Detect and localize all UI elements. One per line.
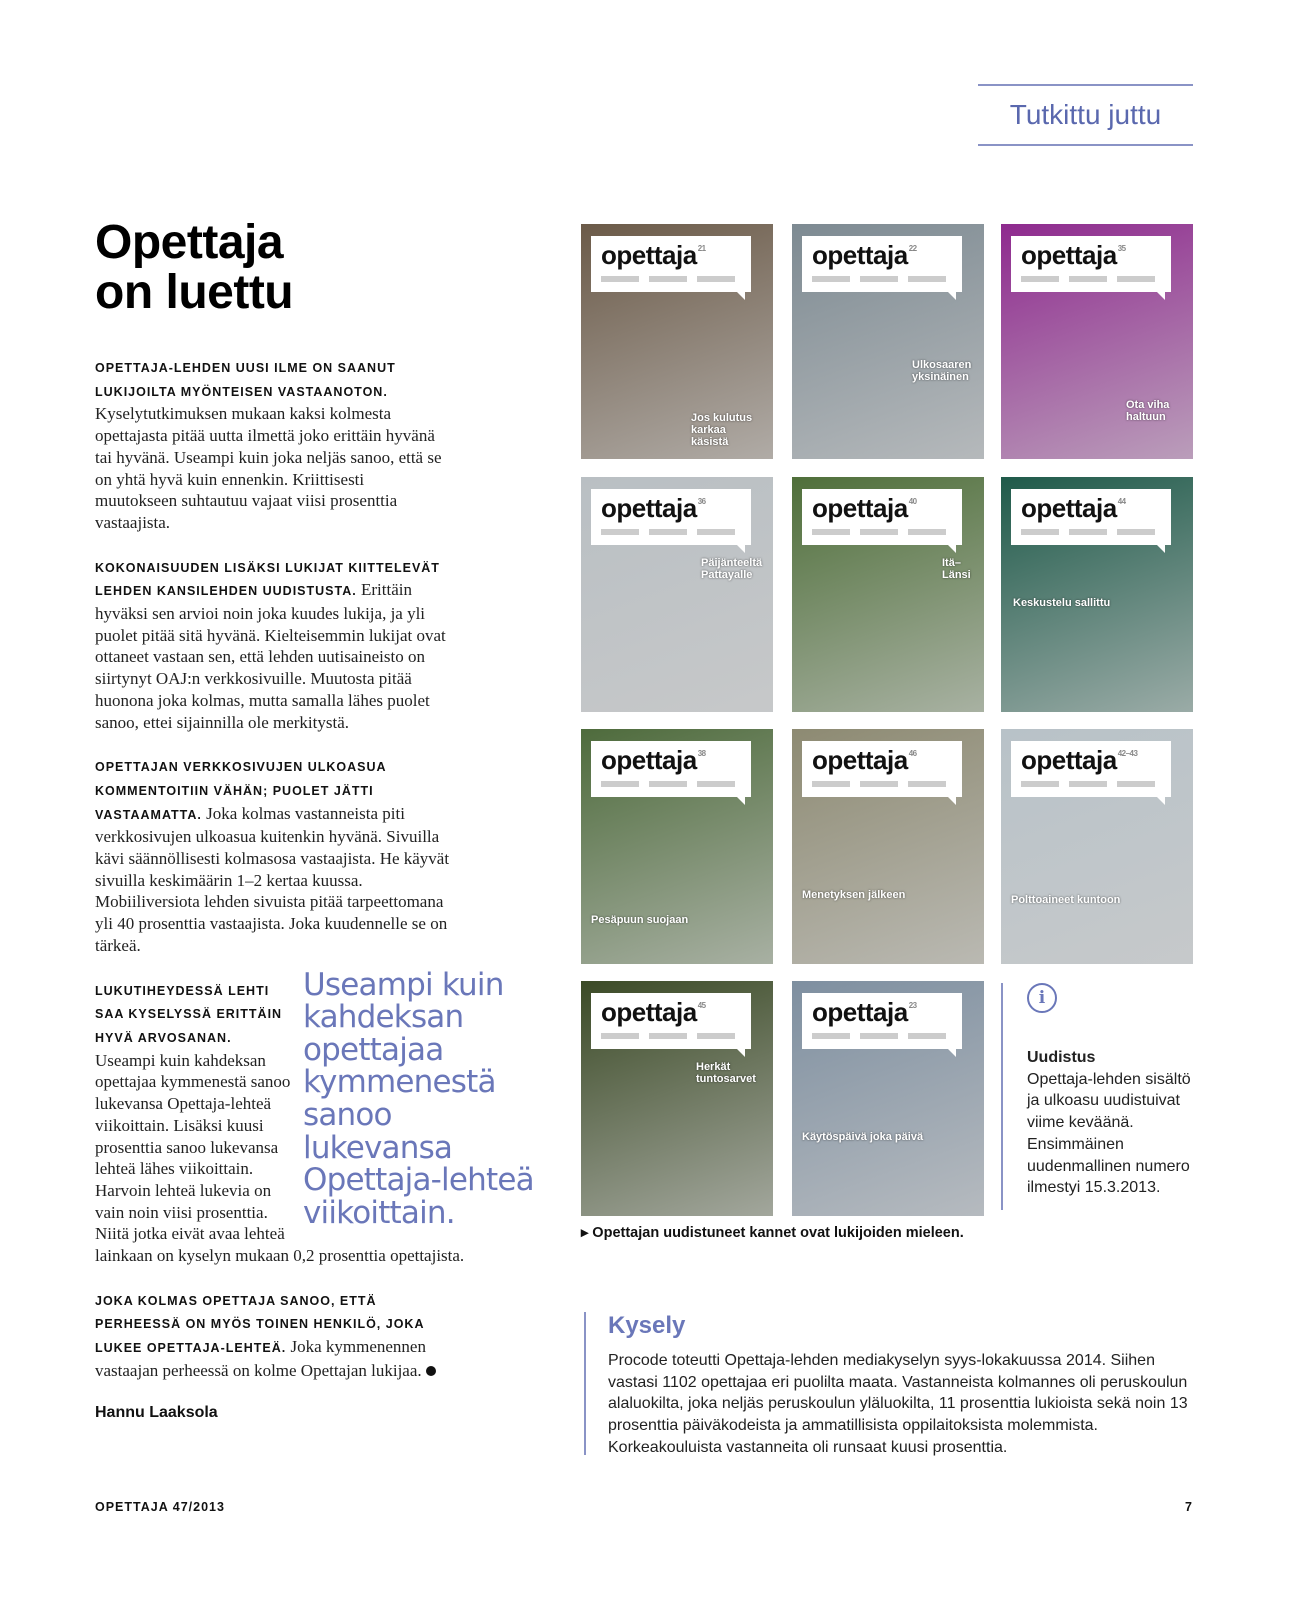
magazine-cover — [1001, 224, 1193, 459]
cover-masthead — [802, 741, 962, 797]
cover-masthead — [591, 741, 751, 797]
cover-masthead — [1011, 236, 1171, 292]
cover-logo: opettaja$^{23}$ — [812, 997, 917, 1027]
cover-teasers — [1021, 529, 1156, 535]
pull-quote: Useampi kuin kahdeksan opettajaa kymmenestä sanoo lukevansa Opettaja-lehteä viikoittain. — [303, 966, 534, 1231]
magazine-cover — [581, 729, 773, 964]
paragraph-text: Kyselytutkimuksen mukaan kaksi kolmesta opettajasta pitää uutta ilmettä joko erittäin hyvänä tai hyvänä. Useampi kuin joka neljäs sanoo, että se on yhtä hyvä kuin ennenkin. Kriittisesti muutokseen suhtautuu vajaat viisi prosenttia vastaajista. — [95, 404, 442, 532]
cover-teasers — [601, 276, 736, 282]
cover-headline: Päijänteeltä Pattayalle — [701, 557, 763, 581]
cover-headline: Herkät tuntosarvet — [696, 1061, 756, 1085]
cover-masthead — [1011, 489, 1171, 545]
cover-headline: Polttoaineet kuntoon — [1011, 894, 1121, 906]
cover-headline: Pesäpuun suojaan — [591, 914, 689, 926]
cover-logo: opettaja$^{21}$ — [601, 240, 706, 270]
paragraph — [95, 1289, 450, 1382]
survey-box-text: Procode toteutti Opettaja-lehden mediakyselyn syys-lokakuussa 2014. Siihen vastasi 1102 opettajaa eri puolilta maata. Vastanneista kolmannes oli peruskoulun alaluokilta, joka neljäs peruskoulun yläluokilta, 11 prosenttia lukioista sekä noin 13 prosenttia päiväkodeista ja ammatillisista oppilaitoksista molemmista. Korkeakouluista vastanneita oli runsaat kuusi prosenttia. — [608, 1352, 1188, 1456]
cover-masthead — [591, 993, 751, 1049]
survey-box-title: Kysely — [608, 1312, 686, 1339]
title-line: Opettaja — [95, 216, 284, 269]
info-box — [1001, 983, 1195, 1210]
end-mark-icon — [426, 1366, 436, 1376]
magazine-cover — [1001, 729, 1193, 964]
cover-teasers — [812, 1033, 947, 1039]
pullquote-section — [95, 966, 535, 1267]
cover-logo: opettaja$^{46}$ — [812, 745, 917, 775]
paragraph-lead: OPETTAJAN VERKKOSIVUJEN ULKOASUA KOMMENTOITIIN VÄHÄN; PUOLET JÄTTI VASTAAMATTA. — [95, 760, 387, 822]
cover-logo: opettaja$^{42-43}$ — [1021, 745, 1138, 775]
paragraph-lead: OPETTAJA-LEHDEN UUSI ILME ON SAANUT LUKIJOILTA MYÖNTEISEN VASTAANOTON. — [95, 361, 396, 399]
paragraph-lead: LUKUTIHEYDESSÄ LEHTI SAA KYSELYSSÄ ERITTÄIN HYVÄ ARVOSANAN. — [95, 983, 283, 1045]
cover-masthead — [802, 993, 962, 1049]
article-body — [95, 356, 534, 1422]
magazine-cover — [1001, 477, 1193, 712]
cover-teasers — [1021, 781, 1156, 787]
author: Hannu Laaksola — [95, 1403, 218, 1421]
cover-teasers — [601, 781, 736, 787]
cover-logo: opettaja$^{36}$ — [601, 493, 706, 523]
cover-logo: opettaja$^{22}$ — [812, 240, 917, 270]
cover-logo: opettaja$^{38}$ — [601, 745, 706, 775]
survey-box — [584, 1312, 1186, 1455]
cover-headline: Keskustelu sallittu — [1013, 597, 1111, 609]
title-line: on luettu — [95, 266, 294, 319]
cover-teasers — [812, 276, 947, 282]
cover-headline: Itä–Länsi — [942, 557, 971, 581]
cover-teasers — [601, 529, 736, 535]
paragraph-lead: KOKONAISUUDEN LISÄKSI LUKIJAT KIITTELEVÄT LEHDEN KANSILEHDEN UUDISTUSTA. — [95, 560, 440, 599]
paragraph — [95, 755, 450, 956]
magazine-cover — [581, 981, 773, 1216]
cover-logo: opettaja$^{35}$ — [1021, 240, 1126, 270]
cover-teasers — [812, 781, 947, 787]
paragraph-text: Erittäin hyväksi sen arvioi noin joka kuudes lukija, ja yli puolet pitää sitä hyvänä. Kielteisemmin lukijat ovat ottaneet vastaan sen, että lehden uutisaineisto on siirtynyt OAJ:n verkkosivuille. Muutosta pitää huonona joka kolmas, mutta samalla lähes puolet sanoo, ettei sijainnilla ole merkitystä. — [95, 580, 446, 732]
cover-headline: Jos kulutus karkaa käsistä — [691, 412, 753, 448]
page-number: 7 — [1185, 1500, 1192, 1514]
magazine-cover — [792, 729, 984, 964]
cover-masthead — [802, 236, 962, 292]
cover-masthead — [591, 236, 751, 292]
magazine-cover — [792, 224, 984, 459]
cover-logo: opettaja$^{44}$ — [1021, 493, 1126, 523]
cover-logo: opettaja$^{40}$ — [812, 493, 917, 523]
info-box-title: Uudistus — [1027, 1049, 1096, 1066]
magazine-cover — [581, 224, 773, 459]
cover-headline: Ulkosaaren yksinäinen — [912, 359, 972, 383]
cover-teasers — [1021, 276, 1156, 282]
section-tag: Tutkittu juttu — [978, 84, 1193, 146]
paragraph-text: Useampi kuin kahdeksan opettajaa kymmenestä sanoo lukevansa Opettaja-lehteä viikoittain. Lisäksi kuusi prosenttia sanoo lukevansa lehteä lähes viikoittain. Harvoin lehteä lukevia on vain noin viisi prosenttia. Niitä jotka eivät avaa lehteä lainkaan on kyselyn mukaan 0,2 prosenttia opettajista. — [95, 1050, 465, 1266]
magazine-cover — [792, 981, 984, 1216]
cover-headline: Menetyksen jälkeen — [802, 889, 906, 901]
info-icon: i — [1027, 983, 1057, 1013]
cover-logo: opettaja$^{45}$ — [601, 997, 706, 1027]
cover-masthead — [591, 489, 751, 545]
cover-teasers — [601, 1033, 736, 1039]
magazine-cover — [792, 477, 984, 712]
cover-teasers — [812, 529, 947, 535]
paragraph-lead: JOKA KOLMAS OPETTAJA SANOO, ETTÄ PERHEESSÄ ON MYÖS TOINEN HENKILÖ, JOKA LUKEE OPETTAJA-LEHTEÄ. — [95, 1293, 425, 1356]
info-box-text: Opettaja-lehden sisältö ja ulkoasu uudistuivat viime keväänä. Ensimmäinen uudenmallinen numero ilmestyi 15.3.2013. — [1027, 1070, 1191, 1197]
magazine-cover — [581, 477, 773, 712]
cover-masthead — [802, 489, 962, 545]
article-title — [95, 218, 293, 318]
paragraph — [95, 556, 450, 734]
cover-headline: Käytöspäivä joka päivä — [802, 1131, 924, 1143]
info-box-content — [1027, 1047, 1197, 1199]
paragraph-text: Joka kolmas vastanneista piti verkkosivujen ulkoasua kuitenkin hyvänä. Sivuilla kävi säännöllisesti kolmasosa vastaajista. He käyvät sivuilla keskimäärin 1–2 kertaa kuussa. Mobiiliversiota lehden sivuista pitää tarpeettomana yli 40 prosenttia vastaajista. Joka kuudennelle se on tärkeä. — [95, 803, 450, 955]
image-caption: ▸ Opettajan uudistuneet kannet ovat lukijoiden mieleen. — [581, 1225, 964, 1241]
footer-publication: OPETTAJA 47/2013 — [95, 1500, 225, 1514]
paragraph-text: Joka kymmenennen vastaajan perheessä on kolme Opettajan lukijaa. — [95, 1337, 426, 1380]
paragraph — [95, 356, 450, 534]
cover-headline: Ota viha haltuun — [1126, 399, 1170, 423]
cover-masthead — [1011, 741, 1171, 797]
